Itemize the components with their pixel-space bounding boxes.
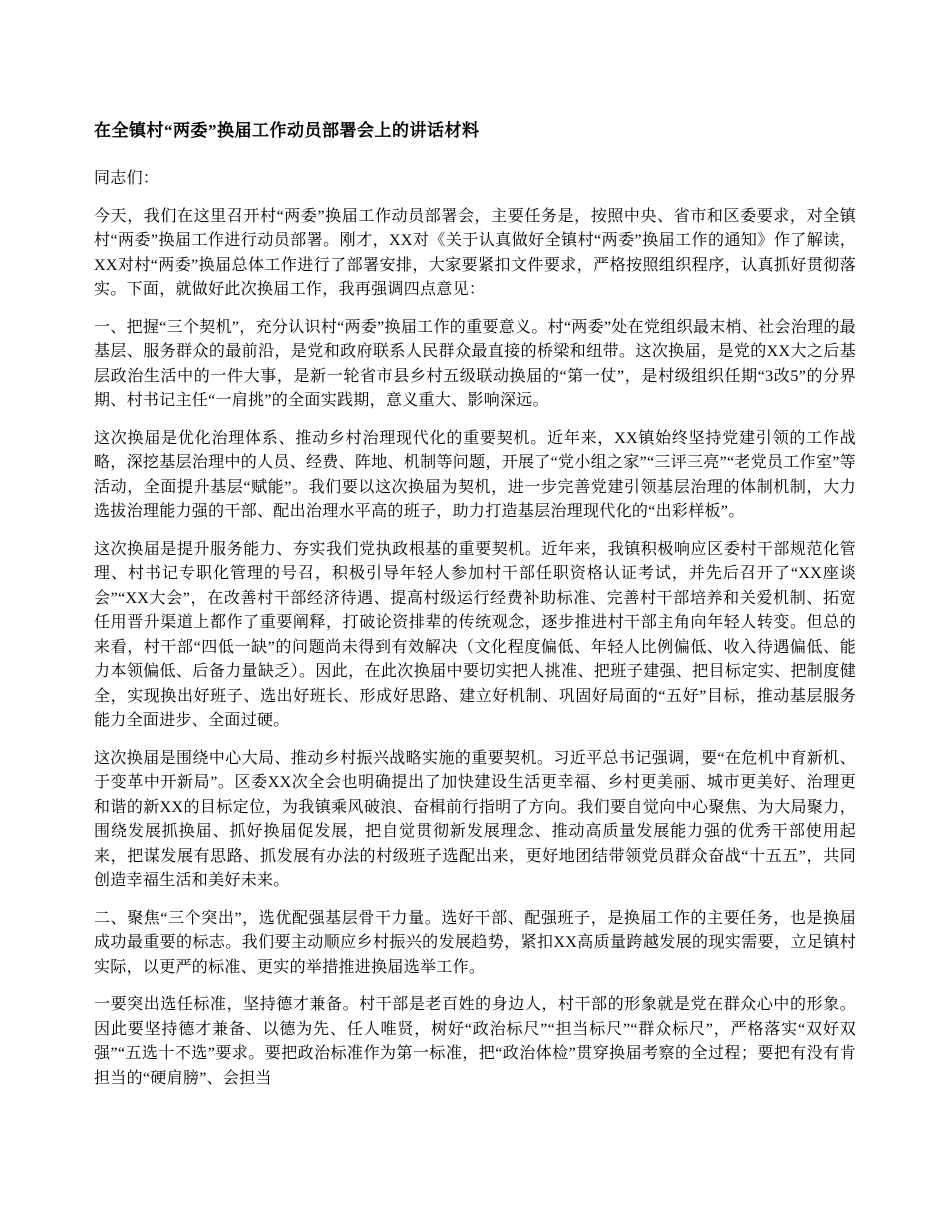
paragraph-opportunity-revitalization: 这次换届是围绕中心大局、推动乡村振兴战略实施的重要契机。习近平总书记强调，要“在危机中育新机、于变革中开新局”。区委XX次全会也明确提出了加快建设生活更幸福、乡村更美丽、城市更美好、治理更和谐的新XX的目标定位，为我镇乘风破浪、奋楫前行指明了方向。我们要自觉向中心聚焦、为大局聚力，围绕发展抓换届、抓好换届促发展，把自觉贯彻新发展理念、推动高质量发展能力强的优秀干部使用起来，把谋发展有思路、抓发展有办法的村级班子选配出来，更好地团结带领党员群众奋战“十五五”，共同创造幸福生活和美好未来。 — [94, 749, 856, 889]
document-title: 在全镇村“两委”换届工作动员部署会上的讲话材料 — [94, 121, 480, 140]
paragraph-section-1: 一、把握“三个契机”，充分认识村“两委”换届工作的重要意义。村“两委”处在党组织最末梢、社会治理的最基层、服务群众的最前沿，是党和政府联系人民群众最直接的桥梁和纽带。这次换届，是党的XX大之后基层政治生活中的一件大事，是新一轮省市县乡村五级联动换届的“第一仗”，是村级组织任期“3改5”的分界期、村书记主任“一肩挑”的全面实践期，意义重大、影响深远。 — [94, 318, 856, 409]
paragraph-opportunity-governance: 这次换届是优化治理体系、推动乡村治理现代化的重要契机。近年来，XX镇始终坚持党建引领的工作战略，深挖基层治理中的人员、经费、阵地、机制等问题，开展了“党小组之家”“三评三亮”“老党员工作室”等活动，全面提升基层“赋能”。我们要以这次换届为契机，进一步完善党建引领基层治理的体制机制，大力选拔治理能力强的干部、配出治理水平高的班子，助力打造基层治理现代化的“出彩样板”。 — [94, 429, 856, 520]
paragraph-selection-standards: 一要突出选任标准，坚持德才兼备。村干部是老百姓的身边人，村干部的形象就是党在群众心中的形象。因此要坚持德才兼备、以德为先、任人唯贤，树好“政治标尺”“担当标尺”“群众标尺”，严格落实“双好双强”“五选十不选”要求。要把政治标准作为第一标准，把“政治体检”贯穿换届考察的全过程；要把有没有肯担当的“硬肩膀”、会担当 — [94, 996, 856, 1087]
paragraph-section-2: 二、聚焦“三个突出”，选优配强基层骨干力量。选好干部、配强班子，是换届工作的主要任务，也是换届成功最重要的标志。我们要主动顺应乡村振兴的发展趋势，紧扣XX高质量跨越发展的现实需要，立足镇村实际，以更严的标准、更实的举措推进换届选举工作。 — [94, 909, 856, 976]
paragraph-opportunity-service: 这次换届是提升服务能力、夯实我们党执政根基的重要契机。近年来，我镇积极响应区委村干部规范化管理、村书记专职化管理的号召，积极引导年轻人参加村干部任职资格认证考试，并先后召开了“XX座谈会”“XX大会”，在改善村干部经济待遇、提高村级运行经费补助标准、完善村干部培养和关爱机制、拓宽任用晋升渠道上都作了重要阐释，打破论资排辈的传统观念，逐步推进村干部主角向年轻人转变。但总的来看，村干部“四低一缺”的问题尚未得到有效解决（文化程度偏低、年轻人比例偏低、收入待遇偏低、能力本领偏低、后备力量缺乏）。因此，在此次换届中要切实把人挑准、把班子建强、把目标定实、把制度健全，实现换出好班子、选出好班长、形成好思路、建立好机制、巩固好局面的“五好”目标，推动基层服务能力全面进步、全面过硬。 — [94, 540, 856, 729]
paragraph-intro: 今天，我们在这里召开村“两委”换届工作动员部署会，主要任务是，按照中央、省市和区委要求，对全镇村“两委”换届工作进行动员部署。刚才，XX对《关于认真做好全镇村“两委”换届工作的通知》作了解读，XX对村“两委”换届总体工作进行了部署安排，大家要紧扣文件要求，严格按照组织程序，认真抓好贯彻落实。下面，就做好此次换届工作，我再强调四点意见： — [94, 207, 856, 298]
paragraph-greeting: 同志们： — [94, 170, 160, 187]
